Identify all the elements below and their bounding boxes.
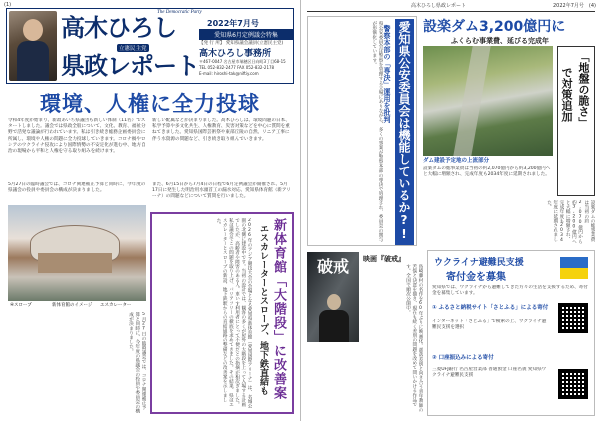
body-text-a: 令和4年度が始まり、新政あいち県議団も新しい体制（11名）でスタートしました。議会では県政全般について、文化、教育、福祉分野で活発な議論が行われています。私は引き続き総務企画委員会に所属し、環境や人権の問題に全力投球していきます。コロナ禍やロシアのウクライナ侵攻により国際情勢の不安定化が進む中、地方自治の現場から平和と人権を守る取り組みを続けます。 [8,118,146,155]
dam-box [557,46,595,196]
page-number-right: 2022年7月号 (4) [553,3,596,9]
public-safety-sub: 警察本部の「専決」運用を批判 [383,25,391,123]
main-headline: 環境、人権に全力投球 [40,91,260,116]
masthead [6,8,294,84]
gym-headline: 新体育館「大階段」に改善案 [271,218,286,400]
office-name: 高木ひろし事務所 [199,49,272,59]
party-badge: 立憲民主党 [119,46,147,52]
office-address: 〒467-0047 名古屋市瑞穂区日向町3丁目68-15 [199,59,286,64]
ukraine-option-2: ② 口座振込みによる寄付 [432,355,494,361]
party-tag: The Democratic Party [157,10,202,15]
back-page [300,0,600,421]
film-title: 破戒 [317,257,350,276]
office-line: 【発 行 所】 愛知県議会議員(立憲民主党) [199,41,284,46]
gym-subheadline: エスカレーターとスロープ、地下鉄直結も [258,224,268,395]
ukraine-option-1-text: インターネット「さとふる」で検索の上、ウクライナ避難民支援を選択 [432,319,547,331]
running-title: 高木ひろし県政レポート [411,3,467,9]
dam-text-vertical: 設楽ダムの総事業費は当初の約2,070億円から約3,200億円へと大幅に増額され、完成年度も2034年度に延期されました。 [546,200,595,244]
qr-code-1[interactable] [558,303,588,333]
office-phone: TEL 052-832-2477 FAX 052-832-2178 [199,65,275,70]
body-text-lower: 5月27日の臨時議会では、コロナ関連補正予算と同時に、今年度の県議会の役員や委員会の構成が決まりました。 [128,312,146,414]
gym-article-box [150,212,294,414]
politician-photo [9,11,57,81]
ukraine-option-1: ① ふるさと納税サイト「さとふる」による寄付 [432,305,549,311]
public-safety-box [307,16,417,246]
qr-code-2[interactable] [558,369,588,399]
ukraine-flag [560,257,588,279]
issue-date: 2022年7月号 [207,19,259,28]
photo-caption-mid: 新体育館のイメージ [52,303,93,308]
ukraine-title-2: 寄付金を募集 [446,272,506,283]
public-safety-title: 愛知県公安委員会は機能しているか?! [395,19,414,245]
issue-label: 愛知県6月定例議会特集 [199,29,293,40]
dam-text: 設楽ダムの総事業費は当初の約2,070億円から約3,200億円へと大幅に増額され、完成年度も2034年度に延期されました。 [423,166,551,178]
ukraine-box [427,250,595,416]
dam-box-line1: 「地盤の脆さ」 [577,51,590,128]
film-label: 映画『破戒』 [363,255,405,263]
report-title: 県政レポート [61,52,199,80]
dam-box-line2: で対策追加 [560,67,573,122]
gym-article-body: 2026年のアジア競技大会の会場となる愛知県新体育館（愛知国際アリーナ）は、名城公園の北側に建設中です。当初の設計では、観客の多くが屋外の大階段を上って入場する計画でしたが、高齢者や障害のある人、車いす利用者にとって不便だとの指摘が相次ぎました。私は議会でこの問題を取り上げ、バリアフリーの徹底を求めてきました。その結果、県はエスカレーターとスロープの新設、地下鉄駅からの直結通路の整備などの改善案を示しました。 [215,218,252,409]
public-safety-body: 県公安委員会は警察を管理する立場にありながら、多くの事案が警察本部の専決で処理され、委員会の関与が形骸化しています。 [371,21,383,242]
header-rule [307,11,595,12]
dam-headline: 設楽ダム3,200億円に [423,19,566,35]
dam-subheadline: ふくらむ事業費、延びる完成年 [451,37,549,45]
ukraine-title-1: ウクライナ避難民支援 [434,258,524,268]
dam-site-photo [423,46,553,156]
ukraine-intro: 愛知県では、ウクライナから避難してきた方々の生活を支援するため、寄付金を募集しています。 [432,285,588,297]
photo-caption-left: ④スロープ [10,303,32,308]
film-text: 島崎藤村の名作を60年ぶりに映画化。部落差別と向き合う青年教師の苦悩と決意を描き、現在も続く差別の問題を改めて問いかける作品です。全国で順次公開中。 [405,264,423,412]
politician-name: 高木ひろし [61,14,176,42]
body-text-d: また、6月15日から7月4日の日程で6月定例議会が開催され、5月17日に発生した明治用水頭首工の漏水対応、愛知県体育館（新アリーナ）の問題などについて質問を行いました。 [152,182,291,200]
arena-photo [8,205,146,301]
dam-photo-caption: ダム建設予定地の上流部分 [423,158,490,164]
page-number-left: (1) [4,2,12,8]
ukraine-option-2-text: 三菱UFJ銀行 名古屋営業部 普通預金 口座名義 愛知県ウクライナ避難民支援 [432,367,547,379]
film-poster [307,252,359,342]
photo-caption-right: エスカレーター [100,303,132,308]
body-text-b: 5月27日の臨時議会では、コロナ関連補正予算と同時に、今年度の県議会の役員や委員会の構成が決まりました。 [8,182,146,194]
office-email: E-mail: hiroshi-tak@niftiy.com [199,71,259,76]
body-text-c: 新しい配属などが決まりました。高木ひろしは、環境問題の日本、私学予算や多文化共生、人権教育、災害対策などを中心に質問を重ねてきました。愛知県国際芸術祭や東部丘陵の自然、リニア工事に伴う水資源の問題など、引き続き取り組んでいきます。 [152,118,290,142]
